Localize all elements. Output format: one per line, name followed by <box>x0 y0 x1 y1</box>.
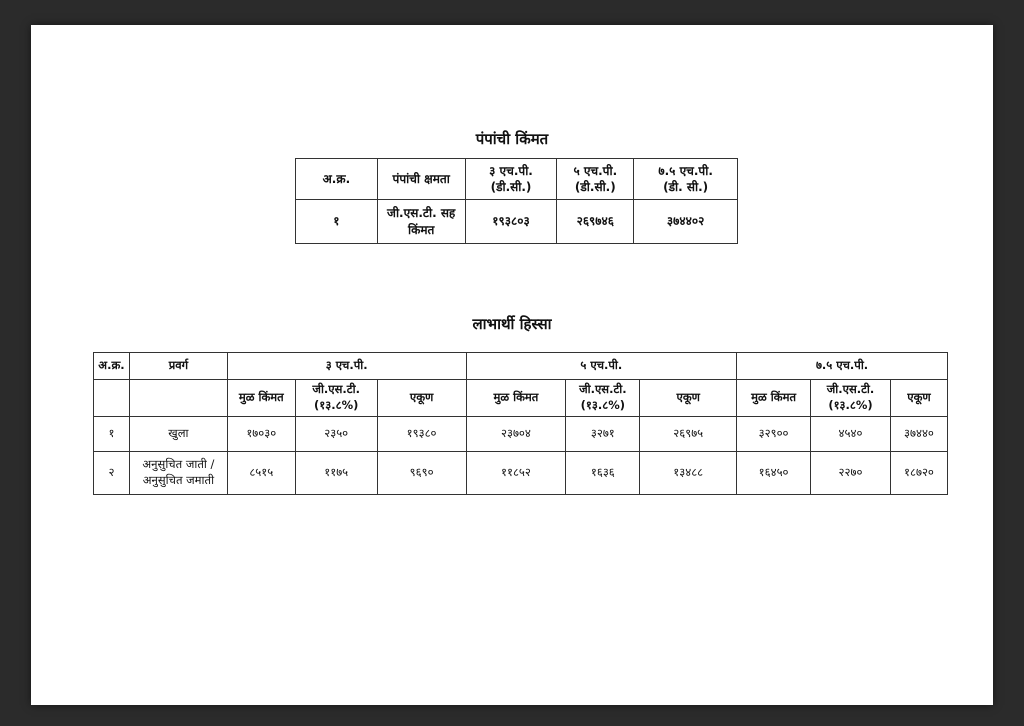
pump-cost-title: पंपांची किंमत <box>475 130 549 148</box>
group-header: ७.५ एच.पी. <box>737 353 948 380</box>
header-cell: अ.क्र. <box>94 353 130 380</box>
table-cell: १ <box>296 200 378 244</box>
table-cell: १३४८८ <box>640 452 737 495</box>
table-cell: २६९७५ <box>640 417 737 452</box>
table-cell: १ <box>94 417 130 452</box>
empty-cell <box>129 380 227 417</box>
subheader-cell: जी.एस.टी. (१३.८%) <box>811 380 891 417</box>
header-cell: ७.५ एच.पी. (डी. सी.) <box>634 159 738 200</box>
subheader-cell: जी.एस.टी. (१३.८%) <box>295 380 377 417</box>
table-cell: १६३६ <box>566 452 640 495</box>
subheader-cell: मुळ किंमत <box>466 380 566 417</box>
pump-cost-table <box>295 158 738 244</box>
subheader-cell: एकूण <box>640 380 737 417</box>
table-cell: ४५४० <box>811 417 891 452</box>
group-header: ३ एच.पी. <box>227 353 466 380</box>
table-row <box>296 200 738 244</box>
header-cell: अ.क्र. <box>296 159 378 200</box>
subheader-cell: जी.एस.टी. (१३.८%) <box>566 380 640 417</box>
table-cell: ३२७१ <box>566 417 640 452</box>
table-cell: ३७४४० <box>890 417 947 452</box>
table-cell: १९३८० <box>377 417 466 452</box>
beneficiary-share-table <box>93 352 948 495</box>
table-cell: ८५१५ <box>227 452 295 495</box>
table-cell: २३५० <box>295 417 377 452</box>
empty-cell <box>94 380 130 417</box>
document-page <box>31 25 993 705</box>
table-header-row <box>94 353 948 380</box>
table-cell: १७०३० <box>227 417 295 452</box>
table-cell: १८७२० <box>890 452 947 495</box>
table-cell: ३७४४०२ <box>634 200 738 244</box>
subheader-cell: एकूण <box>377 380 466 417</box>
header-cell: ५ एच.पी. (डी.सी.) <box>557 159 634 200</box>
subheader-cell: मुळ किंमत <box>227 380 295 417</box>
table-cell: अनुसुचित जाती / अनुसुचित जमाती <box>129 452 227 495</box>
table-row <box>94 452 948 495</box>
header-cell: ३ एच.पी. (डी.सी.) <box>465 159 557 200</box>
group-header: ५ एच.पी. <box>466 353 737 380</box>
subheader-cell: मुळ किंमत <box>737 380 811 417</box>
header-cell: प्रवर्ग <box>129 353 227 380</box>
table-cell: २३७०४ <box>466 417 566 452</box>
table-cell: २ <box>94 452 130 495</box>
table-cell: १६४५० <box>737 452 811 495</box>
table-row <box>94 417 948 452</box>
table-cell: जी.एस.टी. सह किंमत <box>377 200 465 244</box>
beneficiary-share-title: लाभार्थी हिस्सा <box>472 315 552 333</box>
header-cell: पंपांची क्षमता <box>377 159 465 200</box>
table-subheader-row <box>94 380 948 417</box>
table-cell: खुला <box>129 417 227 452</box>
table-cell: ९६९० <box>377 452 466 495</box>
table-cell: १९३८०३ <box>465 200 557 244</box>
table-cell: २६९७४६ <box>557 200 634 244</box>
table-cell: ११८५२ <box>466 452 566 495</box>
table-cell: ३२९०० <box>737 417 811 452</box>
subheader-cell: एकूण <box>890 380 947 417</box>
table-cell: २२७० <box>811 452 891 495</box>
table-cell: ११७५ <box>295 452 377 495</box>
table-header-row <box>296 159 738 200</box>
